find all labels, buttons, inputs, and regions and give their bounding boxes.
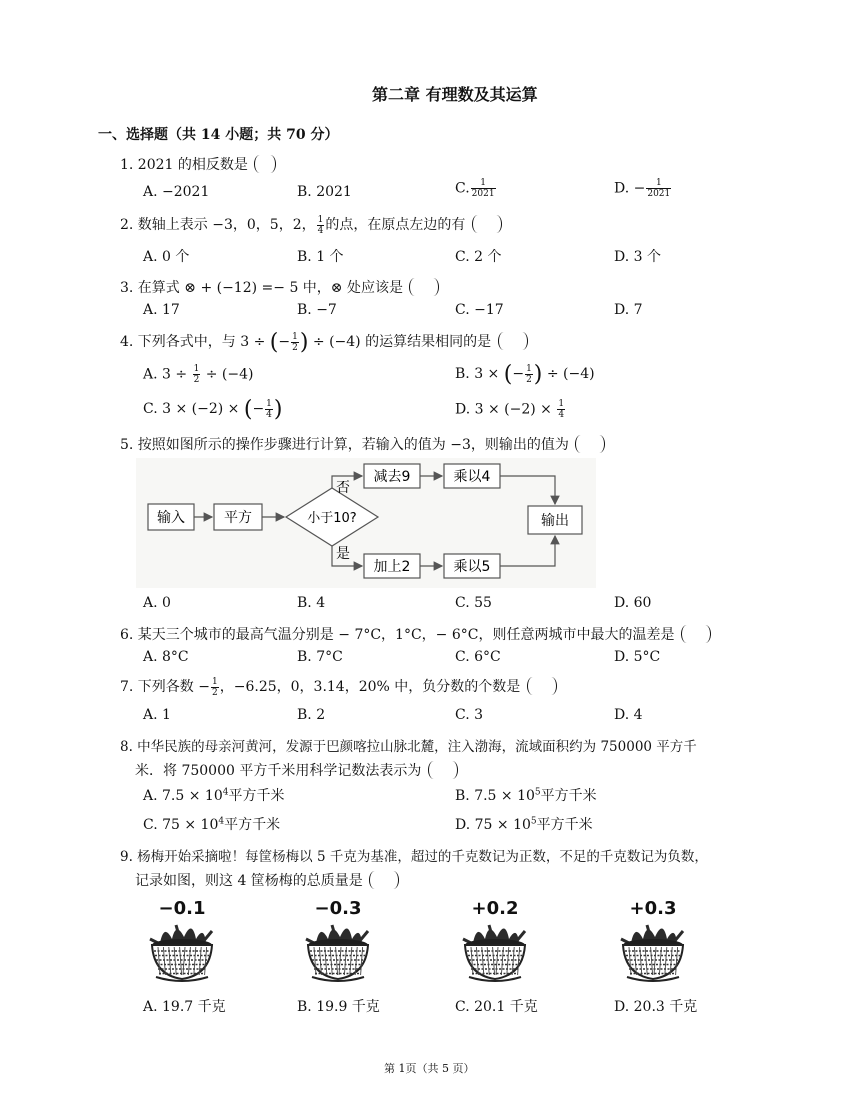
fraction-denominator: 4: [558, 410, 565, 420]
q8-option-d-label: D. 75 × 10: [455, 817, 531, 833]
fraction-numerator: 1: [266, 398, 272, 409]
fraction-denominator: 2: [212, 687, 218, 698]
right-paren: ): [273, 397, 283, 422]
times5-label: 乘以5: [453, 559, 491, 575]
q7-option-c: C. 3: [455, 707, 484, 723]
q1-option-c-label: C.: [455, 180, 470, 197]
q3-option-b: B. −7: [297, 302, 337, 318]
q1-option-c: [455, 178, 497, 199]
question-9-line-1: 9. 杨梅开始采摘啦！每筐杨梅以 5 千克为基准，超过的千克数记为正数，不足的千克数记为负数，: [120, 849, 708, 865]
exponent: 5: [534, 787, 541, 798]
q2-option-b: B. 1 个: [297, 249, 344, 265]
q8-option-b-unit: 平方千米: [540, 788, 597, 804]
input-box-label: 输入: [157, 510, 185, 526]
plus2-box: [364, 554, 420, 578]
minus-sign: −: [278, 334, 291, 350]
exponent: 4: [222, 787, 229, 798]
output-box: [528, 506, 582, 534]
q9-option-d: D. 20.3 千克: [614, 999, 698, 1015]
exponent: 5: [530, 816, 537, 827]
right-paren: ): [533, 362, 543, 387]
basket-weight-label: +0.3: [629, 898, 677, 919]
answer-blank: [369, 871, 399, 889]
left-paren: (: [269, 330, 279, 355]
answer-blank: [409, 278, 439, 296]
basket-icon: [298, 919, 378, 985]
q4-option-c: [143, 397, 283, 422]
q1-option-b: B. 2021: [297, 184, 352, 200]
answer-blank: [527, 677, 557, 695]
q7-option-b: B. 2: [297, 707, 326, 723]
q4-option-b: [455, 362, 595, 387]
question-6-text: 6. 某天三个城市的最高气温分别是 − 7°C，1°C，− 6°C，则任意两城市中最大的温差是: [120, 627, 675, 643]
q5-option-a: A. 0: [143, 595, 171, 611]
q5-option-d: D. 60: [614, 595, 652, 611]
left-paren: (: [503, 362, 513, 387]
q8-option-c: [143, 814, 280, 834]
question-2: [120, 214, 502, 236]
right-paren: ): [299, 330, 309, 355]
question-3-text: 3. 在算式 ⊗ + (−12) =− 5 中，⊗ 处应该是: [120, 280, 403, 296]
question-4: [120, 330, 528, 355]
q9-option-b: B. 19.9 千克: [297, 999, 380, 1015]
fraction-numerator: 1: [526, 363, 532, 374]
fraction: [291, 332, 299, 353]
fraction-denominator: 2: [526, 374, 532, 385]
q7-option-d: D. 4: [614, 707, 643, 723]
question-4-text-end: ÷ (−4) 的运算结果相同的是: [308, 334, 492, 350]
question-9-text: 记录如图，则这 4 筐杨梅的总质量是: [135, 873, 363, 889]
question-7-text-end: ，−6.25，0，3.14，20% 中，负分数的个数是: [219, 679, 521, 695]
question-8-text: 米．将 750000 平方千米用科学记数法表示为: [135, 763, 422, 779]
question-8-line-1: 8. 中华民族的母亲河黄河，发源于巴颜喀拉山脉北麓，注入渤海，流域面积约为 750000 平方千: [120, 739, 697, 755]
fraction-denominator: 2021: [471, 189, 495, 199]
q4-option-b-end: ÷ (−4): [542, 366, 595, 382]
answer-blank: [428, 761, 458, 779]
question-5-text: 5. 按照如图所示的操作步骤进行计算，若输入的值为 −3，则输出的值为: [120, 437, 569, 453]
basket-weight-label: −0.1: [158, 898, 206, 919]
branch-yes-label: 是: [336, 546, 350, 562]
q8-option-c-label: C. 75 × 10: [143, 817, 219, 833]
fraction-numerator: 1: [471, 178, 496, 189]
page-title: 第二章 有理数及其运算: [372, 85, 538, 104]
minus-sign: −: [512, 366, 525, 382]
fraction-denominator: 2: [292, 342, 298, 353]
fraction-numerator: 1: [317, 214, 324, 225]
basket-figure: [298, 898, 378, 989]
input-box: [148, 504, 194, 530]
q3-option-d: D. 7: [614, 302, 643, 318]
fraction-numerator: 1: [193, 364, 200, 374]
q6-option-d: D. 5°C: [614, 649, 661, 665]
q8-option-a: [143, 785, 284, 805]
fraction: [193, 364, 201, 385]
fraction-denominator: 4: [317, 225, 324, 236]
answer-blank: [498, 332, 528, 350]
fraction: [211, 677, 219, 698]
basket-weight-label: +0.2: [471, 898, 519, 919]
exponent: 4: [218, 816, 225, 827]
q4-option-a-label: A. 3 ÷: [143, 366, 192, 383]
basket-weight-label: −0.3: [314, 898, 362, 919]
question-7: [120, 676, 557, 698]
condition-label: 小于10?: [307, 511, 357, 526]
fraction-numerator: 1: [646, 178, 671, 189]
question-1-text: 1. 2021 的相反数是: [120, 157, 248, 173]
question-8-line-2: [135, 760, 458, 780]
basket-icon: [613, 919, 693, 985]
answer-blank: [254, 155, 276, 173]
q2-option-a: A. 0 个: [143, 249, 190, 265]
answer-blank: [472, 215, 502, 233]
plus2-label: 加上2: [373, 559, 411, 575]
q2-option-d: D. 3 个: [614, 249, 661, 265]
q6-option-c: C. 6°C: [455, 649, 501, 665]
square-box-label: 平方: [224, 510, 252, 526]
q4-option-d-label: D. 3 × (−2) ×: [455, 401, 557, 418]
fraction: [646, 178, 671, 199]
q5-option-b: B. 4: [297, 595, 326, 611]
question-6: [120, 624, 711, 644]
fraction-numerator: 1: [292, 331, 298, 342]
q3-option-c: C. −17: [455, 302, 504, 318]
q4-option-b-label: B. 3 ×: [455, 366, 504, 382]
fraction: [265, 399, 273, 420]
q6-option-a: A. 8°C: [143, 649, 189, 665]
minus9-box: [364, 464, 420, 488]
square-box: [214, 504, 262, 530]
question-1: [120, 154, 276, 174]
q1-option-a: A. −2021: [143, 184, 210, 200]
basket-icon: [142, 919, 222, 985]
q8-option-c-unit: 平方千米: [224, 817, 281, 833]
question-4-text: 4. 下列各式中，与 3 ÷: [120, 334, 270, 350]
question-2-text-end: 的点，在原点左边的有: [325, 217, 466, 233]
fraction-denominator: 4: [266, 409, 272, 420]
q8-option-b-label: B. 7.5 × 10: [455, 788, 535, 804]
fraction: [317, 215, 325, 236]
times4-box: [444, 464, 500, 488]
times4-label: 乘以4: [453, 469, 491, 485]
answer-blank: [575, 435, 605, 453]
left-paren: (: [243, 397, 253, 422]
basket-icon: [455, 919, 535, 985]
basket-figure: [455, 898, 535, 989]
times5-box: [444, 554, 500, 578]
fraction-numerator: 1: [558, 399, 565, 409]
q8-option-d: [455, 814, 593, 834]
q8-option-a-unit: 平方千米: [228, 788, 285, 804]
minus-sign: −: [252, 401, 265, 417]
fraction: [525, 364, 533, 385]
q5-option-c: C. 55: [455, 595, 492, 611]
branch-no-label: 否: [336, 480, 350, 496]
q8-option-a-label: A. 7.5 × 10: [143, 788, 223, 804]
fraction: [557, 399, 565, 420]
fraction-denominator: 2: [193, 375, 200, 385]
q2-option-c: C. 2 个: [455, 249, 502, 265]
q1-option-d-label: D. −: [614, 180, 646, 197]
q3-option-a: A. 17: [143, 302, 180, 318]
q4-option-a: [143, 364, 254, 385]
output-box-label: 输出: [541, 513, 569, 529]
question-2-text: 2. 数轴上表示 −3，0，5，2，: [120, 217, 316, 233]
q9-option-c: C. 20.1 千克: [455, 999, 538, 1015]
q8-option-b: [455, 785, 597, 805]
question-7-text: 7. 下列各数 −: [120, 679, 210, 695]
basket-figure: [142, 898, 222, 989]
q6-option-b: B. 7°C: [297, 649, 343, 665]
q7-option-a: A. 1: [143, 707, 171, 723]
minus9-label: 减去9: [373, 469, 411, 485]
fraction-denominator: 2021: [647, 189, 671, 199]
basket-figure: [613, 898, 693, 989]
q8-option-d-unit: 平方千米: [536, 817, 593, 833]
q1-option-d: [614, 178, 672, 199]
q4-option-c-label: C. 3 × (−2) ×: [143, 401, 244, 417]
fraction-numerator: 1: [212, 676, 218, 687]
question-9-line-2: [135, 870, 399, 890]
flowchart: [136, 458, 596, 588]
q4-option-a-end: ÷ (−4): [201, 366, 254, 383]
question-3: [120, 277, 439, 297]
question-5: [120, 434, 605, 454]
q4-option-d: [455, 399, 566, 420]
q9-option-a: A. 19.7 千克: [143, 999, 226, 1015]
answer-blank: [681, 625, 711, 643]
page-footer: 第 1页（共 5 页）: [384, 1062, 475, 1075]
section-heading: 一、选择题（共 14 小题；共 70 分）: [98, 127, 339, 143]
fraction: [471, 178, 496, 199]
